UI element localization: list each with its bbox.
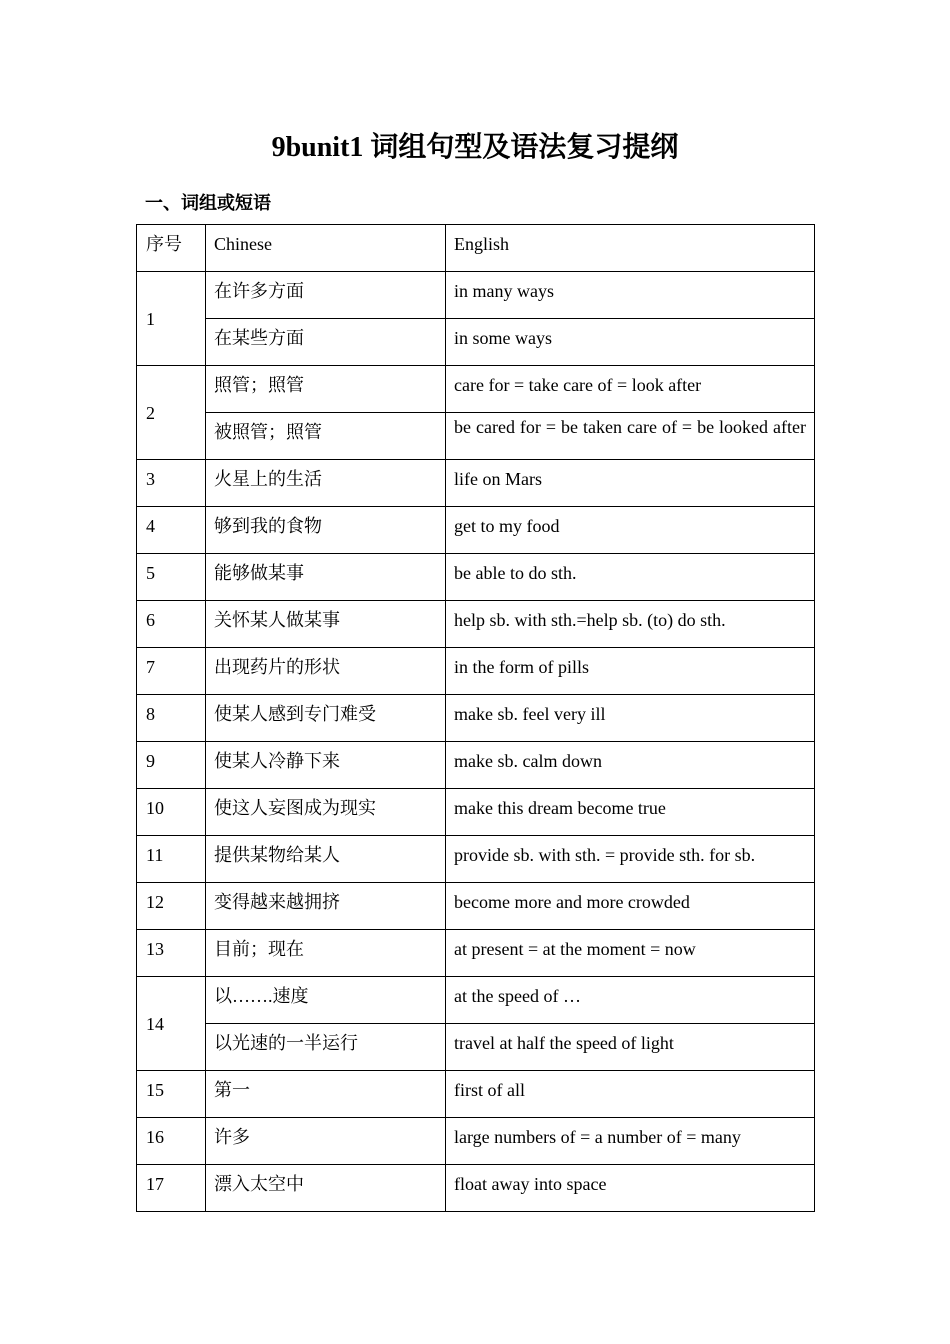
chinese-cell: 够到我的食物	[206, 507, 446, 554]
chinese-cell: 在许多方面	[206, 272, 446, 319]
chinese-cell: 第一	[206, 1071, 446, 1118]
english-cell: make sb. calm down	[446, 742, 815, 789]
chinese-cell: 出现药片的形状	[206, 648, 446, 695]
row-number: 14	[137, 977, 206, 1071]
header-english: English	[446, 225, 815, 272]
table-row	[137, 1118, 815, 1165]
english-cell: in the form of pills	[446, 648, 815, 695]
document-title: 9bunit1 词组句型及语法复习提纲	[271, 132, 679, 163]
chinese-cell: 照管；照管	[206, 366, 446, 413]
table-row	[137, 413, 815, 460]
table-row	[137, 742, 815, 789]
chinese-cell: 火星上的生活	[206, 460, 446, 507]
english-cell: at present = at the moment = now	[446, 930, 815, 977]
table-row	[137, 883, 815, 930]
table-row	[137, 1165, 815, 1212]
header-number: 序号	[137, 225, 206, 272]
row-number: 16	[137, 1118, 206, 1165]
chinese-cell: 关怀某人做某事	[206, 601, 446, 648]
english-cell: make sb. feel very ill	[446, 695, 815, 742]
english-cell: be able to do sth.	[446, 554, 815, 601]
table-row	[137, 836, 815, 883]
table-row	[137, 601, 815, 648]
table-row	[137, 648, 815, 695]
english-cell: life on Mars	[446, 460, 815, 507]
vocabulary-table	[136, 224, 815, 1212]
english-cell: help sb. with sth.=help sb. (to) do sth.	[446, 601, 815, 648]
table-row	[137, 272, 815, 319]
english-cell: large numbers of = a number of = many	[446, 1118, 815, 1165]
row-number: 11	[137, 836, 206, 883]
english-cell: become more and more crowded	[446, 883, 815, 930]
chinese-cell: 目前；现在	[206, 930, 446, 977]
table-row	[137, 789, 815, 836]
table-row	[137, 460, 815, 507]
english-cell: be cared for = be taken care of = be looked after	[446, 413, 815, 460]
row-number: 13	[137, 930, 206, 977]
row-number: 9	[137, 742, 206, 789]
row-number: 10	[137, 789, 206, 836]
chinese-cell: 使某人感到专门难受	[206, 695, 446, 742]
row-number: 3	[137, 460, 206, 507]
chinese-cell: 变得越来越拥挤	[206, 883, 446, 930]
chinese-cell: 被照管；照管	[206, 413, 446, 460]
row-number: 12	[137, 883, 206, 930]
table-row	[137, 507, 815, 554]
english-cell: float away into space	[446, 1165, 815, 1212]
english-cell: in many ways	[446, 272, 815, 319]
table-header-row	[137, 225, 815, 272]
chinese-cell: 使某人冷静下来	[206, 742, 446, 789]
chinese-cell: 许多	[206, 1118, 446, 1165]
chinese-cell: 使这人妄图成为现实	[206, 789, 446, 836]
english-cell: travel at half the speed of light	[446, 1024, 815, 1071]
chinese-cell: 在某些方面	[206, 319, 446, 366]
chinese-cell: 提供某物给某人	[206, 836, 446, 883]
row-number: 15	[137, 1071, 206, 1118]
english-cell: make this dream become true	[446, 789, 815, 836]
row-number: 8	[137, 695, 206, 742]
row-number: 5	[137, 554, 206, 601]
english-cell: care for = take care of = look after	[446, 366, 815, 413]
row-number: 2	[137, 366, 206, 460]
table-row	[137, 1071, 815, 1118]
chinese-cell: 能够做某事	[206, 554, 446, 601]
table-row	[137, 319, 815, 366]
english-cell: at the speed of …	[446, 977, 815, 1024]
english-cell: in some ways	[446, 319, 815, 366]
section-heading: 一、词组或短语	[145, 193, 271, 213]
english-cell: get to my food	[446, 507, 815, 554]
header-chinese: Chinese	[206, 225, 446, 272]
table-row	[137, 1024, 815, 1071]
chinese-cell: 以…….速度	[206, 977, 446, 1024]
table-row	[137, 554, 815, 601]
row-number: 7	[137, 648, 206, 695]
table-row	[137, 366, 815, 413]
row-number: 6	[137, 601, 206, 648]
table-row	[137, 695, 815, 742]
english-cell: provide sb. with sth. = provide sth. for sb.	[446, 836, 815, 883]
chinese-cell: 漂入太空中	[206, 1165, 446, 1212]
table-row	[137, 977, 815, 1024]
row-number: 1	[137, 272, 206, 366]
row-number: 4	[137, 507, 206, 554]
chinese-cell: 以光速的一半运行	[206, 1024, 446, 1071]
row-number: 17	[137, 1165, 206, 1212]
table-row	[137, 930, 815, 977]
english-cell: first of all	[446, 1071, 815, 1118]
